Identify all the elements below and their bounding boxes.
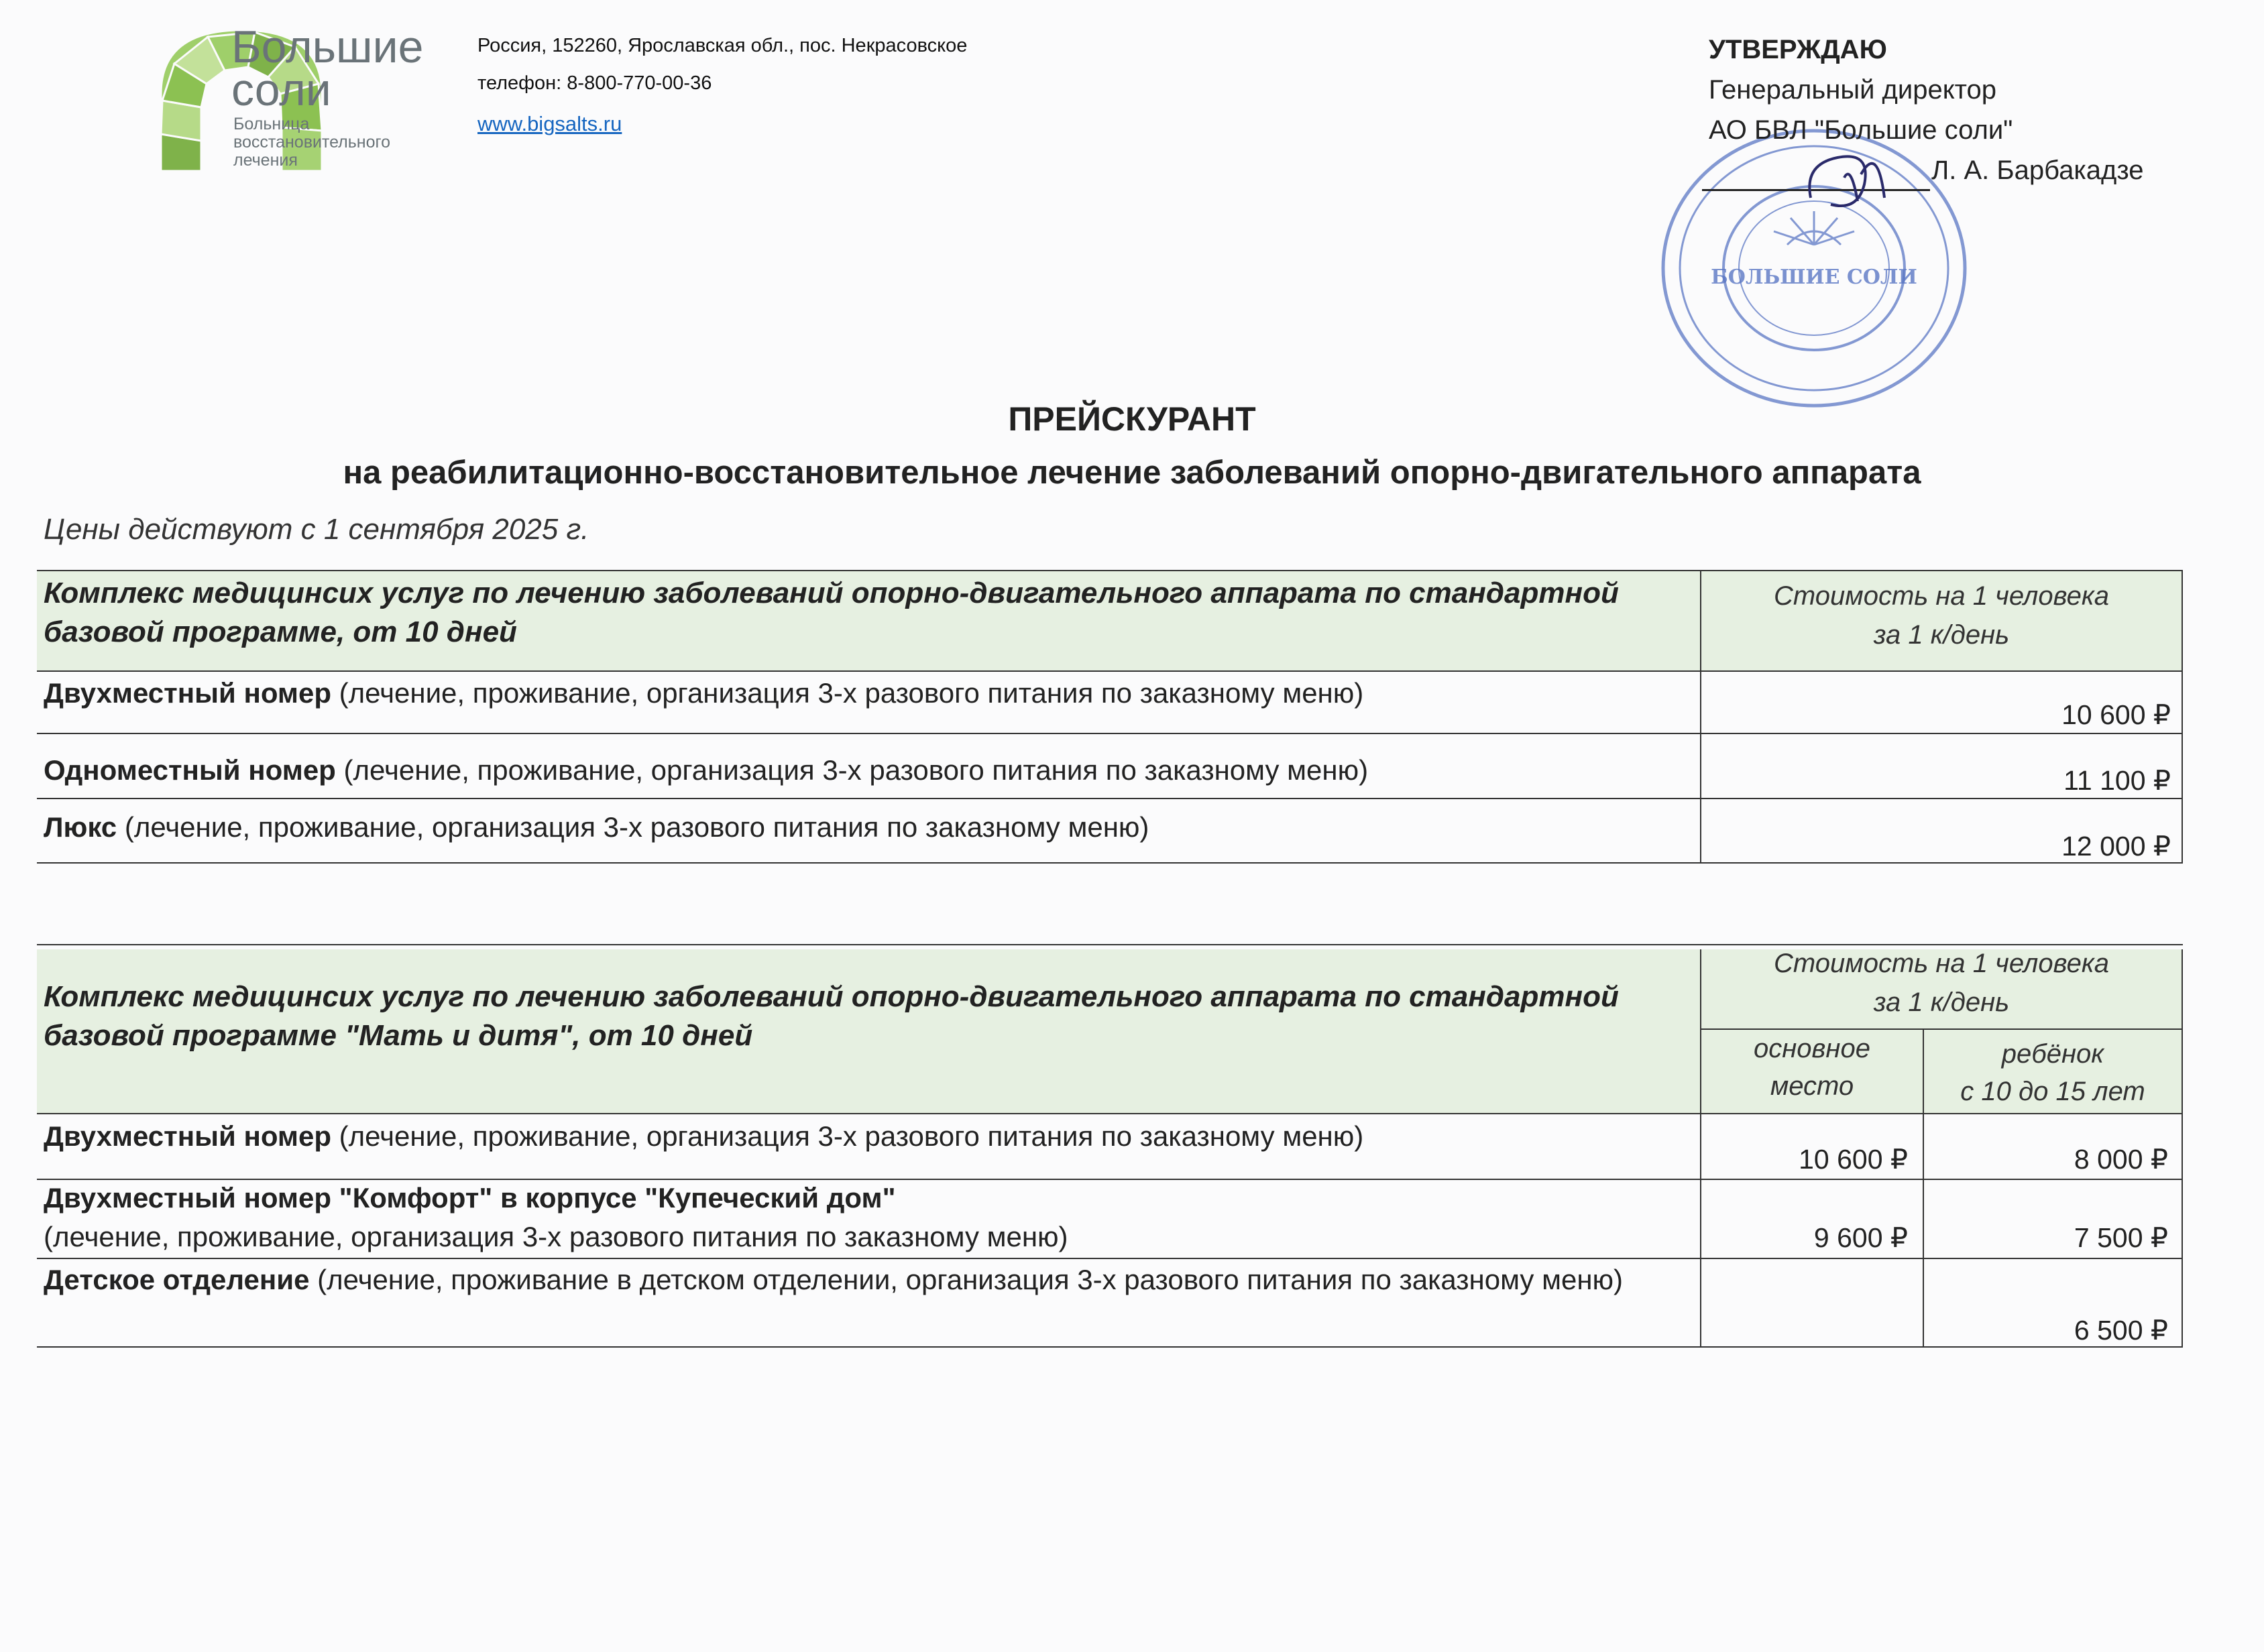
website-link[interactable]: www.bigsalts.ru <box>477 112 622 135</box>
approval-position: Генеральный директор <box>1709 75 1997 105</box>
room-type: Одноместный номер <box>44 754 336 786</box>
table-row <box>44 808 1680 847</box>
child-line2: с 10 до 15 лет <box>1960 1077 2145 1106</box>
table-rule <box>37 570 2183 571</box>
logo-tagline-line2: восстановительного <box>233 133 390 152</box>
table-row <box>44 1179 1680 1256</box>
room-type: Двухместный номер <box>44 1120 332 1152</box>
table-row <box>44 1117 1680 1156</box>
column-header-child <box>1924 1035 2182 1110</box>
room-description: (лечение, проживание, организация 3-х разового питания по заказному меню) <box>44 1221 1068 1252</box>
logo-wordmark-line2: соли <box>231 64 331 115</box>
table-row <box>44 1260 1693 1299</box>
room-type: Люкс <box>44 811 117 843</box>
room-description: (лечение, проживание, организация 3-х разового питания по заказному меню) <box>331 1120 1364 1152</box>
price-child: 6 500 ₽ <box>2074 1315 2168 1346</box>
price-header-line2: за 1 к/день <box>1873 620 2010 650</box>
table-rule <box>37 1346 2183 1348</box>
contact-phone: телефон: 8-800-770-00-36 <box>477 72 712 94</box>
table-header-program: Комплекс медицинсих услуг по лечению заболеваний опорно-двигательного аппарата по стандартной базовой программе, от 10 дней <box>44 577 1619 648</box>
table-row <box>44 674 1680 713</box>
price-column-header <box>1701 577 2182 654</box>
price-table-standard <box>37 570 2183 865</box>
price-value: 12 000 ₽ <box>2061 831 2171 862</box>
logo-wordmark-line1: Большие <box>231 21 424 72</box>
room-description: (лечение, проживание, организация 3-х разового питания по заказному меню) <box>117 811 1149 843</box>
contact-address: Россия, 152260, Ярославская обл., пос. Некрасовское <box>477 35 968 56</box>
price-value: 11 100 ₽ <box>2063 765 2171 796</box>
table-header-program: Комплекс медицинсих услуг по лечению заболеваний опорно-двигательного аппарата по стандартной базовой программе "Мать и дитя", от 10 дней <box>44 980 1619 1052</box>
table-rule <box>37 1258 2183 1259</box>
price-column-header <box>1701 944 2182 1022</box>
logo-tagline-line1: Больница <box>233 115 310 133</box>
room-description: (лечение, проживание в детском отделении, организация 3-х разового питания по заказному меню) <box>309 1264 1624 1295</box>
price-header-line2: за 1 к/день <box>1873 988 2010 1017</box>
child-line1: ребёнок <box>2001 1039 2104 1069</box>
table-rule <box>37 733 2183 734</box>
table-rule <box>37 1113 2183 1114</box>
approval-organization: АО БВЛ "Большие соли" <box>1709 115 2013 145</box>
room-type: Двухместный номер "Комфорт" в корпусе "Купеческий дом" <box>44 1182 896 1214</box>
prices-valid-from: Цены действуют с 1 сентября 2025 г. <box>44 513 589 546</box>
price-child: 8 000 ₽ <box>2074 1144 2168 1175</box>
document-title: ПРЕЙСКУРАНТ <box>1008 400 1256 438</box>
main-place-line2: место <box>1770 1071 1854 1101</box>
main-place-line1: основное <box>1754 1034 1870 1063</box>
room-description: (лечение, проживание, организация 3-х разового питания по заказному меню) <box>335 754 1369 786</box>
price-child: 7 500 ₽ <box>2074 1222 2168 1253</box>
handwritten-signature <box>1797 137 1898 225</box>
table-rule <box>2182 949 2183 1348</box>
price-header-line1: Стоимость на 1 человека <box>1774 949 2109 978</box>
table-row <box>44 751 1680 790</box>
room-type: Детское отделение <box>44 1264 310 1295</box>
price-table-mother-child <box>37 944 2183 1353</box>
approval-heading: УТВЕРЖДАЮ <box>1709 35 1887 64</box>
approval-signatory-name: Л. А. Барбакадзе <box>1931 156 2144 185</box>
logo-tagline-line3: лечения <box>233 151 298 170</box>
column-header-main-place <box>1701 1030 1923 1105</box>
price-main-place: 9 600 ₽ <box>1813 1222 1908 1253</box>
table-rule <box>37 670 2183 672</box>
table-rule <box>2182 570 2183 862</box>
price-main-place: 10 600 ₽ <box>1799 1144 1908 1175</box>
table-rule <box>37 798 2183 799</box>
room-type: Двухместный номер <box>44 677 332 709</box>
price-header-line1: Стоимость на 1 человека <box>1774 581 2109 611</box>
stamp-text: БОЛЬШИЕ СОЛИ <box>1711 266 1917 289</box>
room-description: (лечение, проживание, организация 3-х разового питания по заказному меню) <box>331 677 1364 709</box>
document-subtitle: на реабилитационно-восстановительное лечение заболеваний опорно-двигательного аппарата <box>343 455 1921 491</box>
table-rule <box>37 862 2183 864</box>
price-value: 10 600 ₽ <box>2061 699 2171 730</box>
